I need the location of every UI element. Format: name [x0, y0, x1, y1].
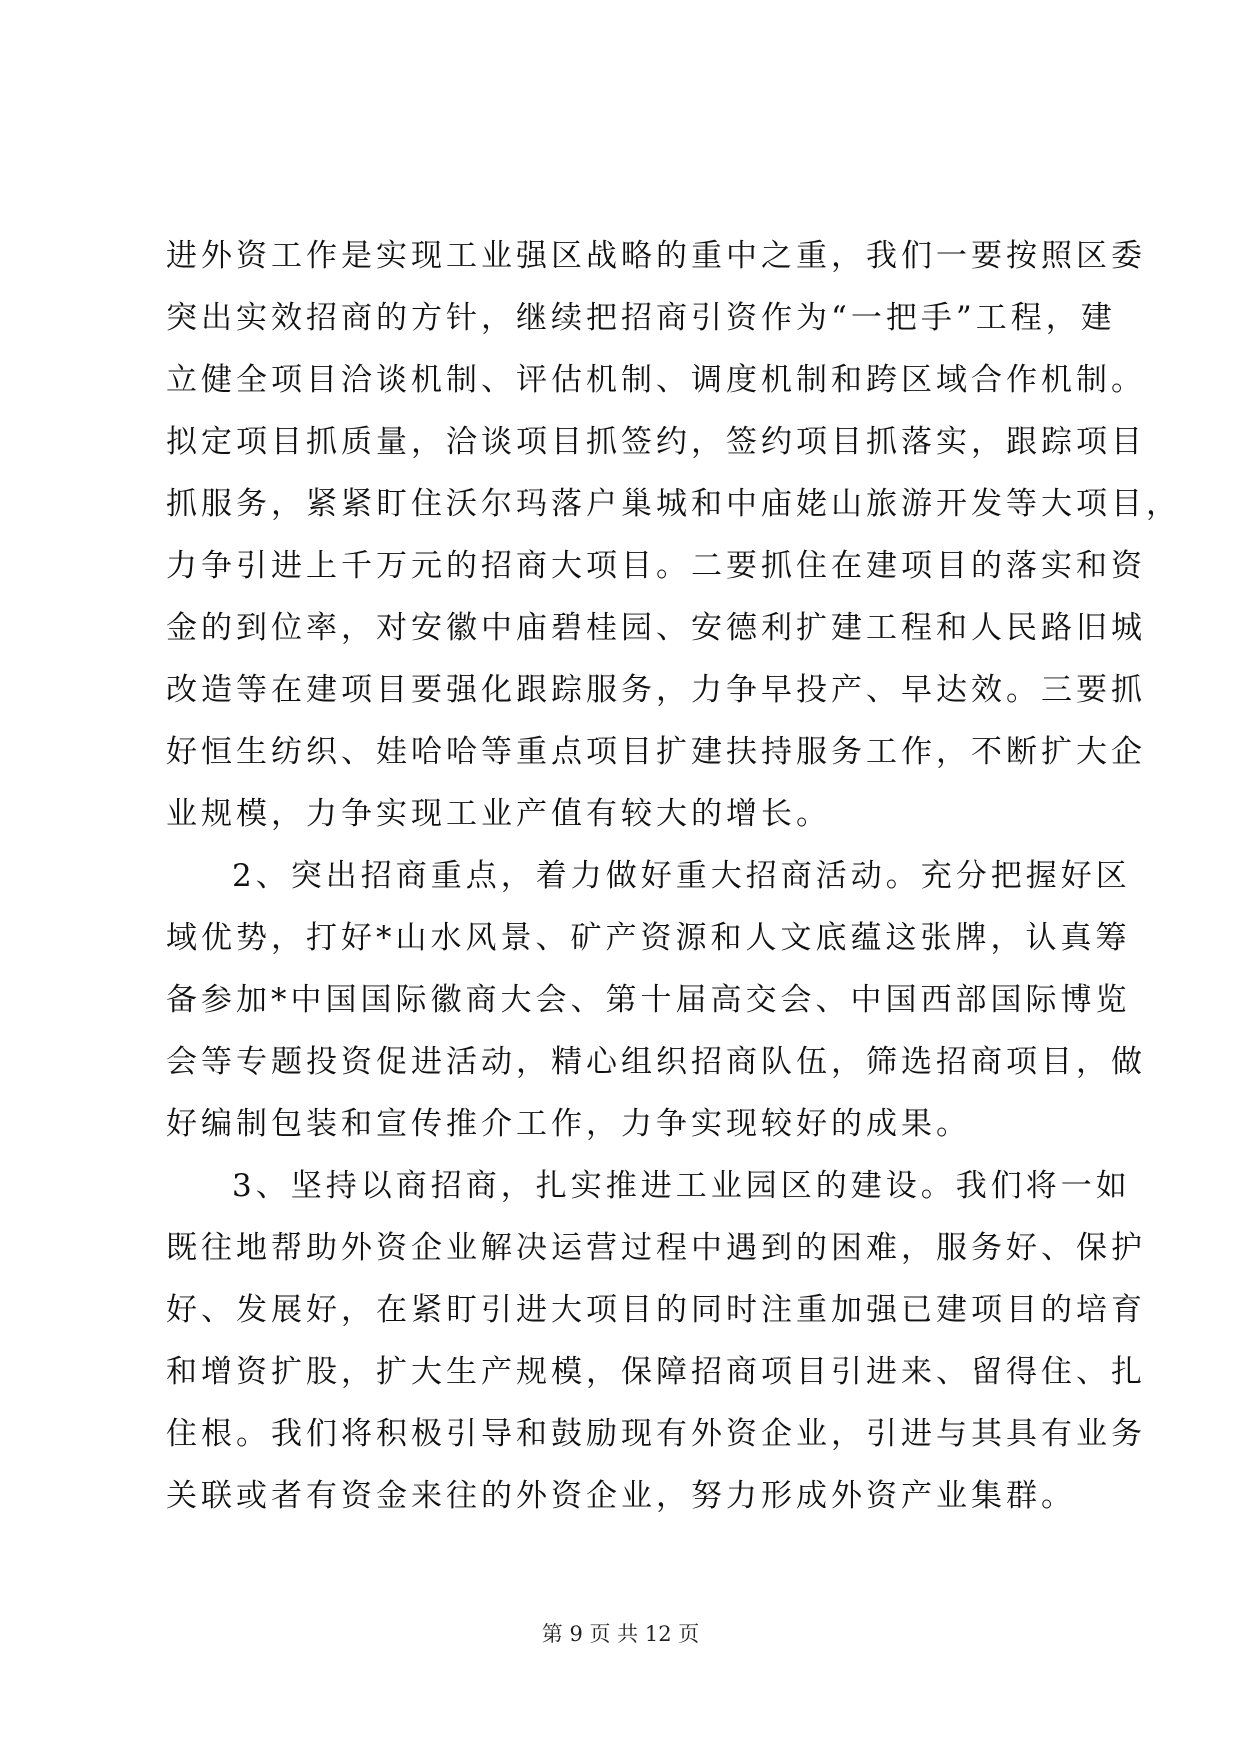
paragraph-2-first-line: 2、突出招商重点，着力做好重大招商活动。充分把握好区: [232, 858, 1131, 894]
text-line: 关联或者有资金来往的外资企业，努力形成外资产业集群。: [166, 1478, 1076, 1514]
text-line: 备参加*中国国际徽商大会、第十届高交会、中国西部国际博览: [166, 982, 1131, 1018]
text-line: 突出实效招商的方针，继续把招商引资作为“一把手”工程，建: [166, 300, 1116, 336]
text-line: 好、发展好，在紧盯引进大项目的同时注重加强已建项目的培育: [166, 1292, 1146, 1328]
text-line: 好编制包装和宣传推介工作，力争实现较好的成果。: [166, 1106, 971, 1142]
page-number-label: 第 9 页 共 12 页: [541, 1622, 700, 1646]
paragraph-3-first-line: 3、坚持以商招商，扎实推进工业园区的建设。我们将一如: [232, 1168, 1131, 1204]
text-line: 金的到位率，对安徽中庙碧桂园、安德利扩建工程和人民路旧城: [166, 610, 1146, 646]
page-footer: [0, 1618, 1241, 1648]
document-body: [166, 225, 1181, 1527]
text-line: 改造等在建项目要强化跟踪服务，力争早投产、早达效。三要抓: [166, 672, 1146, 708]
text-line: 抓服务，紧紧盯住沃尔玛落户巢城和中庙姥山旅游开发等大项目，: [166, 486, 1181, 522]
text-line: 住根。我们将积极引导和鼓励现有外资企业，引进与其具有业务: [166, 1416, 1146, 1452]
text-line: 好恒生纺织、娃哈哈等重点项目扩建扶持服务工作，不断扩大企: [166, 734, 1146, 770]
text-line: 会等专题投资促进活动，精心组织招商队伍，筛选招商项目，做: [166, 1044, 1146, 1080]
text-line: 业规模，力争实现工业产值有较大的增长。: [166, 796, 831, 832]
text-line: 拟定项目抓质量，洽谈项目抓签约，签约项目抓落实，跟踪项目: [166, 424, 1146, 460]
text-line: 立健全项目洽谈机制、评估机制、调度机制和跨区域合作机制。: [166, 362, 1146, 398]
text-line: 既往地帮助外资企业解决运营过程中遇到的困难，服务好、保护: [166, 1230, 1146, 1266]
text-line: 和增资扩股，扩大生产规模，保障招商项目引进来、留得住、扎: [166, 1354, 1146, 1390]
text-line: 力争引进上千万元的招商大项目。二要抓住在建项目的落实和资: [166, 548, 1146, 584]
text-line: 域优势，打好*山水风景、矿产资源和人文底蕴这张牌，认真筹: [166, 920, 1131, 956]
text-line: 进外资工作是实现工业强区战略的重中之重，我们一要按照区委: [166, 238, 1146, 274]
